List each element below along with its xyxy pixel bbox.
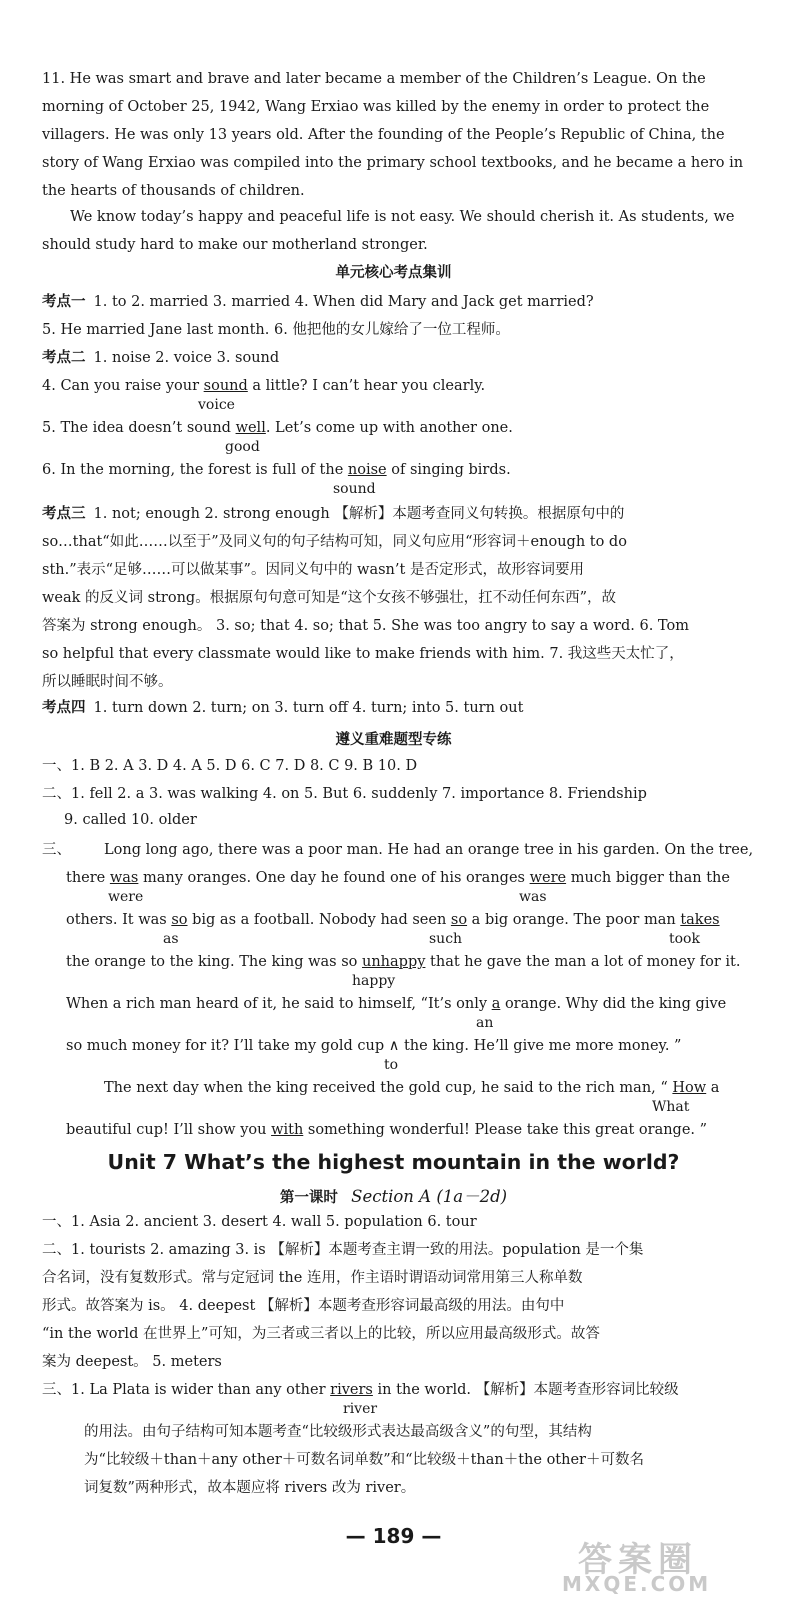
- watermark-logo: [548, 1532, 778, 1596]
- error-word: so: [450, 912, 468, 928]
- correction-word: an: [476, 1015, 494, 1031]
- kp3-line-5: 答案为 strong enough。 3. so; that 4. so; that 5. She was too angry to say a word. 6. Tom: [42, 618, 689, 634]
- unit-part3-line-4: 词复数”两种形式，故本题应将 rivers 改为 river。: [84, 1480, 416, 1496]
- unit-part2-line-1: 二、1. tourists 2. amazing 3. is 【解析】本题考查主谓一致的用法。population 是一个集: [42, 1242, 644, 1258]
- kp1-line-1: 考点一 1. to 2. married 3. married 4. When did Mary and Jack get married?: [42, 294, 594, 310]
- paragraph-1-line-3: villagers. He was only 13 years old. After the founding of the People’s Republic of China, the: [42, 127, 725, 143]
- kp3-line-2: so…that“如此……以至于”及同义句的句子结构可知，同义句应用“形容词＋enough to do: [42, 534, 627, 550]
- lesson-section: Section A (1a－2d): [351, 1187, 508, 1206]
- part1-answers: 一、1. B 2. A 3. D 4. A 5. D 6. C 7. D 8. C 9. B 10. D: [42, 758, 418, 774]
- error-word: were: [529, 870, 567, 886]
- error-word: so: [171, 912, 188, 928]
- deleted-word: with: [271, 1122, 304, 1138]
- correction-word: took: [669, 931, 700, 947]
- watermark-title: 答案圈: [578, 1540, 698, 1580]
- insertion-caret: ∧: [388, 1038, 400, 1054]
- error-word: noise: [347, 462, 387, 478]
- passage-line-6: so much money for it? I’ll take my gold cup ∧ the king. He’ll give me more money. ”: [66, 1038, 682, 1054]
- error-word: was: [109, 870, 139, 886]
- paragraph-1-line-5: the hearts of thousands of children.: [42, 183, 305, 199]
- kp4-label: 考点四: [42, 700, 86, 716]
- correction-word: as: [163, 931, 179, 947]
- correction-word: such: [429, 931, 463, 947]
- kp3-line-7: 所以睡眠时间不够。: [42, 674, 173, 690]
- error-word: a: [491, 996, 501, 1012]
- unit-part2-line-3: 形式。故答案为 is。 4. deepest 【解析】本题考查形容词最高级的用法。由句中: [42, 1298, 565, 1314]
- correction-word: to: [384, 1057, 399, 1073]
- unit-part2-line-4: “in the world 在世界上”可知，为三者或三者以上的比较，所以应用最高级形式。故答: [42, 1326, 600, 1342]
- kp4-line-1: 考点四 1. turn down 2. turn; on 3. turn off 4. turn; into 5. turn out: [42, 700, 524, 716]
- paragraph-1-line-1: 11. He was smart and brave and later became a member of the Children’s League. On the: [42, 71, 706, 87]
- unit-part2-line-2: 合名词，没有复数形式。常与定冠词 the 连用，作主语时谓语动词常用第三人称单数: [42, 1270, 583, 1286]
- error-word: takes: [680, 912, 720, 928]
- passage-line-5: When a rich man heard of it, he said to himself, “It’s only a orange. Why did the king give: [66, 996, 727, 1012]
- paragraph-2-line-1: We know today’s happy and peaceful life is not easy. We should cherish it. As students, we: [70, 209, 735, 225]
- part3-label: 三、: [42, 842, 71, 858]
- unit-part1-answers: 一、1. Asia 2. ancient 3. desert 4. wall 5. population 6. tour: [42, 1214, 477, 1230]
- section-title-core-points: 单元核心考点集训: [335, 265, 452, 281]
- correction-word: were: [108, 889, 144, 905]
- unit-title: Unit 7 What’s the highest mountain in the world?: [107, 1150, 680, 1174]
- passage-line-2: there was many oranges. One day he found one of his oranges were much bigger than the: [66, 870, 730, 886]
- passage-line-4: the orange to the king. The king was so unhappy that he gave the man a lot of money for it.: [66, 954, 741, 970]
- paragraph-1-line-4: story of Wang Erxiao was compiled into the primary school textbooks, and he became a hero in: [42, 155, 744, 171]
- error-word: sound: [203, 378, 248, 394]
- kp3-line-6: so helpful that every classmate would like to make friends with him. 7. 我这些天太忙了，: [42, 646, 684, 662]
- kp2-q4: 4. Can you raise your sound a little? I can’t hear you clearly.: [42, 378, 486, 394]
- passage-line-8: beautiful cup! I’ll show you with something wonderful! Please take this great orange. ”: [66, 1122, 708, 1138]
- paragraph-1-line-2: morning of October 25, 1942, Wang Erxiao was killed by the enemy in order to protect the: [42, 99, 710, 115]
- section-title-zunyi-practice: 遵义重难题型专练: [335, 732, 452, 748]
- error-word: rivers: [330, 1382, 373, 1398]
- part2-answers-line-1: 二、1. fell 2. a 3. was walking 4. on 5. But 6. suddenly 7. importance 8. Friendship: [42, 786, 647, 802]
- page-number: — 189 —: [345, 1524, 442, 1548]
- kp2-q6: 6. In the morning, the forest is full of the noise of singing birds.: [42, 462, 511, 478]
- correction-word: happy: [352, 973, 396, 989]
- correction-word: good: [225, 439, 260, 455]
- correction-word: river: [343, 1401, 378, 1417]
- error-word: How: [672, 1080, 707, 1096]
- passage-line-1: Long long ago, there was a poor man. He had an orange tree in his garden. On the tree,: [104, 842, 754, 858]
- kp2-label: 考点二: [42, 350, 86, 366]
- unit-part3-line-2: 的用法。由句子结构可知本题考查“比较级形式表达最高级含义”的句型，其结构: [84, 1424, 592, 1440]
- passage-line-3: others. It was so big as a football. Nobody had seen so a big orange. The poor man takes: [66, 912, 720, 928]
- error-word: well: [235, 420, 266, 436]
- kp2-line-1: 考点二 1. noise 2. voice 3. sound: [42, 350, 280, 366]
- correction-word: was: [519, 889, 547, 905]
- lesson-label: 第一课时: [279, 1190, 338, 1206]
- watermark-url: MXQE.COM: [562, 1572, 712, 1596]
- error-word: unhappy: [362, 954, 426, 970]
- correction-word: voice: [198, 397, 235, 413]
- part2-answers-line-2: 9. called 10. older: [64, 812, 197, 828]
- lesson-header: [0, 1183, 787, 1207]
- unit-part3-line-3: 为“比较级＋than＋any other＋可数名词单数”和“比较级＋than＋the other＋可数名: [84, 1452, 644, 1468]
- kp2-q5: 5. The idea doesn’t sound well. Let’s come up with another one.: [42, 420, 513, 436]
- kp3-line-1: 考点三 1. not; enough 2. strong enough 【解析】本题考查同义句转换。根据原句中的: [42, 506, 625, 522]
- correction-word: What: [652, 1099, 690, 1115]
- passage-line-7: The next day when the king received the gold cup, he said to the rich man, “ How a: [104, 1080, 720, 1096]
- paragraph-2-line-2: should study hard to make our motherland stronger.: [42, 237, 428, 253]
- correction-word: sound: [333, 481, 376, 497]
- kp1-line-2: 5. He married Jane last month. 6. 他把他的女儿嫁给了一位工程师。: [42, 322, 510, 338]
- unit-part2-line-5: 案为 deepest。 5. meters: [42, 1354, 222, 1370]
- kp3-line-4: weak 的反义词 strong。根据原句句意可知是“这个女孩不够强壮，扛不动任何东西”，故: [42, 590, 617, 606]
- unit-part3-line-1: 三、1. La Plata is wider than any other rivers in the world. 【解析】本题考查形容词比较级: [42, 1382, 679, 1398]
- kp3-label: 考点三: [42, 506, 86, 522]
- kp3-line-3: sth.”表示“足够……可以做某事”。因同义句中的 wasn’t 是否定形式，故形容词要用: [42, 562, 584, 578]
- kp1-label: 考点一: [42, 294, 86, 310]
